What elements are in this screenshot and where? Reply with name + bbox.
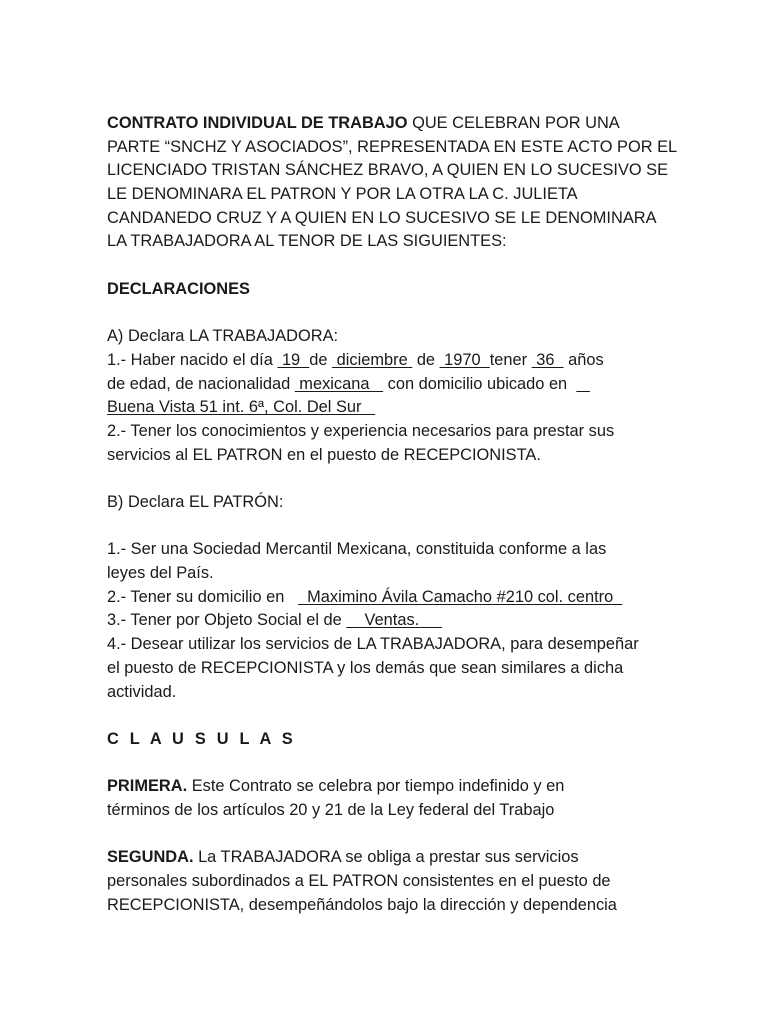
document-page <box>107 112 678 917</box>
spacer <box>107 704 667 728</box>
age-field: 36 <box>531 350 564 369</box>
text: años <box>563 350 604 369</box>
birth-day-field: 19 <box>277 350 310 369</box>
social-object-field: Ventas. <box>346 611 442 630</box>
clausulas-heading: C L A U S U L A S <box>107 729 296 748</box>
spacer <box>107 752 667 776</box>
intro-line-1 <box>107 112 667 136</box>
text: de edad, de nacionalidad <box>107 374 295 393</box>
text: 3.- Tener por Objeto Social el de <box>107 611 347 630</box>
birth-month-field: diciembre <box>332 350 413 369</box>
spacer <box>107 823 667 847</box>
declaracion-b4-line-1: 4.- Desear utilizar los servicios de LA TRABAJADORA, para desempeñar <box>107 635 639 654</box>
text: con domicilio ubicado en <box>383 374 577 393</box>
clausula-primera-label: PRIMERA. <box>107 777 188 796</box>
text: tener <box>489 350 532 369</box>
text: de <box>412 350 440 369</box>
declaracion-a1-line-2 <box>107 373 667 397</box>
patron-address-field: Maximino Ávila Camacho #210 col. centro <box>298 587 623 606</box>
spacer <box>107 515 667 539</box>
intro-line-3: LICENCIADO TRISTAN SÁNCHEZ BRAVO, A QUIEN EN LO SUCESIVO SE <box>107 161 669 180</box>
intro-text: QUE CELEBRAN POR UNA <box>407 114 620 132</box>
clausula-primera-line-1 <box>107 775 667 799</box>
spacer <box>107 254 667 278</box>
text: 2.- Tener su domicilio en <box>107 587 299 606</box>
declaracion-a2-line-1: 2.- Tener los conocimientos y experiencia necesarios para prestar sus <box>107 421 615 440</box>
declaraciones-heading: DECLARACIONES <box>107 279 250 298</box>
declaracion-a1-line-1 <box>107 349 667 373</box>
declaracion-b4-line-2: el puesto de RECEPCIONISTA y los demás que sean similares a dicha <box>107 658 624 677</box>
clausula-segunda-line-2: personales subordinados a EL PATRON consistentes en el puesto de <box>107 872 611 890</box>
intro-line-4: LE DENOMINARA EL PATRON Y POR LA OTRA LA C. JULIETA <box>107 185 578 204</box>
intro-line-5: CANDANEDO CRUZ Y A QUIEN EN LO SUCESIVO SE LE DENOMINARA <box>107 208 657 227</box>
address-field: Buena Vista 51 int. 6ª, Col. Del Sur <box>107 398 376 417</box>
declaracion-b3 <box>107 609 667 633</box>
text: Este Contrato se celebra por tiempo indefinido y en <box>187 777 565 796</box>
intro-line-2: PARTE “SNCHZ Y ASOCIADOS”, REPRESENTADA EN ESTE ACTO POR EL <box>107 137 678 156</box>
clausula-primera-line-2: términos de los artículos 20 y 21 de la Ley federal del Trabajo <box>107 800 555 819</box>
contract-title: CONTRATO INDIVIDUAL DE TRABAJO <box>107 114 408 132</box>
text: La TRABAJADORA se obliga a prestar sus servicios <box>193 848 579 867</box>
birth-year-field: 1970 <box>439 350 490 369</box>
spacer <box>107 302 667 326</box>
declara-trabajadora-heading: A) Declara LA TRABAJADORA: <box>107 327 339 346</box>
blank-field <box>576 375 590 393</box>
declara-patron-heading: B) Declara EL PATRÓN: <box>107 493 284 511</box>
declaracion-a1-line-3 <box>107 396 667 420</box>
intro-line-6: LA TRABAJADORA AL TENOR DE LAS SIGUIENTES: <box>107 232 507 251</box>
declaracion-b4-line-3: actividad. <box>107 682 177 701</box>
text: 1.- Haber nacido el día <box>107 350 278 369</box>
declaracion-b1-line-2: leyes del País. <box>107 564 214 583</box>
text: de <box>309 350 333 369</box>
declaracion-a2-line-2: servicios al EL PATRON en el puesto de RECEPCIONISTA. <box>107 445 541 464</box>
clausula-segunda-label: SEGUNDA. <box>107 848 194 867</box>
spacer <box>107 467 667 491</box>
declaracion-b1-line-1: 1.- Ser una Sociedad Mercantil Mexicana, constituida conforme a las <box>107 540 607 559</box>
nationality-field: mexicana <box>294 374 384 393</box>
clausula-segunda-line-3: RECEPCIONISTA, desempeñándolos bajo la dirección y dependencia <box>107 895 617 914</box>
clausula-segunda-line-1 <box>107 846 667 870</box>
declaracion-b2 <box>107 586 667 610</box>
